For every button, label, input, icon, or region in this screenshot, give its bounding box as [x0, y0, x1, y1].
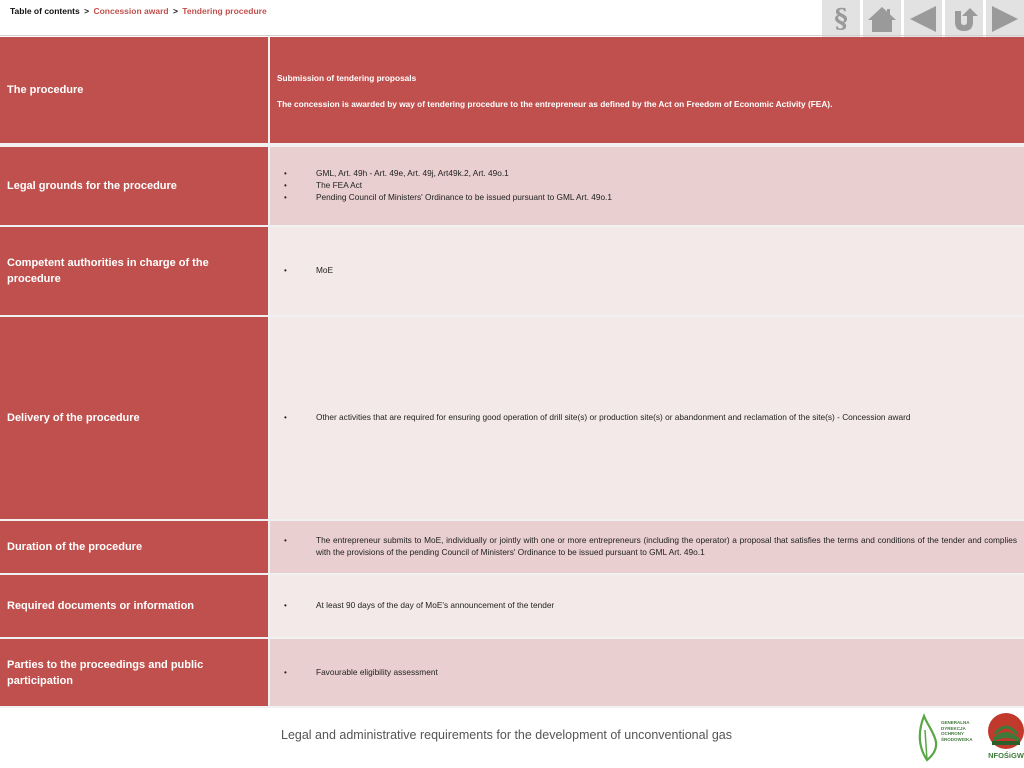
bullet-list [277, 265, 1017, 277]
back-button[interactable] [904, 0, 942, 37]
table-row-legal-grounds [0, 147, 1024, 227]
row-content [270, 521, 1024, 573]
footer-title: Legal and administrative requirements for the development of unconventional gas [281, 728, 732, 742]
table-row-parties [0, 639, 1024, 708]
row-content [270, 147, 1024, 225]
header [0, 0, 1024, 37]
list-item: • Favourable eligibility assessment [277, 667, 1017, 679]
breadcrumb-concession-award[interactable]: Concession award [93, 6, 169, 16]
row-content [270, 639, 1024, 706]
row-content [270, 227, 1024, 315]
list-item: • The entrepreneur submits to MoE, individually or jointly with one or more entrepreneurs (including the operator) a proposal that satisfies the terms and conditions of the tender and complies with the provisions of the pending Council of Ministers' Ordinance to be issued pursuant to GML Art. 49o.1 [277, 535, 1017, 559]
procedure-description [270, 37, 1024, 143]
paragraph-button[interactable] [822, 0, 860, 37]
row-label: Delivery of the procedure [0, 317, 270, 519]
gdos-logo [916, 712, 974, 764]
list-item: • Other activities that are required for ensuring good operation of drill site(s) or production site(s) or abandonment and reclamation of the site(s) - Concession award [277, 412, 1017, 424]
header-divider [0, 35, 1024, 36]
row-label: The procedure [0, 37, 270, 143]
table-row-procedure [0, 37, 1024, 147]
breadcrumb-root[interactable]: Table of contents [10, 6, 80, 16]
list-item: • GML, Art. 49h - Art. 49e, Art. 49j, Art49k.2, Art. 49o.1 [277, 168, 1017, 180]
table-row-duration [0, 521, 1024, 575]
bullet-list [277, 168, 1017, 203]
table-row-delivery [0, 317, 1024, 521]
bullet-list [277, 600, 1017, 612]
forward-button[interactable] [986, 0, 1024, 37]
nfosigw-lettering: NFOŚiGW [988, 751, 1024, 760]
row-label: Parties to the proceedings and public participation [0, 639, 270, 706]
forward-arrow-icon [990, 5, 1020, 33]
breadcrumb [10, 6, 267, 16]
return-icon [949, 5, 979, 33]
row-label: Legal grounds for the procedure [0, 147, 270, 225]
row-content [270, 575, 1024, 637]
list-item: • The FEA Act [277, 180, 1017, 192]
row-content [270, 317, 1024, 519]
home-button[interactable] [863, 0, 901, 37]
procedure-heading: Submission of tendering proposals [277, 73, 417, 83]
table-row-competent-authorities [0, 227, 1024, 317]
breadcrumb-separator: > [84, 6, 90, 16]
list-item: • Pending Council of Ministers' Ordinance to be issued pursuant to GML Art. 49o.1 [277, 192, 1017, 204]
footer-logos [916, 712, 1024, 764]
table-row-required-documents [0, 575, 1024, 639]
return-button[interactable] [945, 0, 983, 37]
leaf-icon [916, 712, 938, 762]
procedure-text: The concession is awarded by way of tendering procedure to the entrepreneur as defined by the Act on Freedom of Economic Activity (FEA). [277, 99, 833, 109]
row-label: Competent authorities in charge of the procedure [0, 227, 270, 315]
list-item: • MoE [277, 265, 1017, 277]
home-icon [867, 5, 897, 33]
back-arrow-icon [908, 5, 938, 33]
gdos-lettering: GENERALNA DYREKCJA OCHRONY ŚRODOWISKA [941, 720, 973, 742]
bullet-list [277, 412, 1017, 424]
paragraph-icon: § [834, 3, 848, 34]
bullet-list [277, 667, 1017, 679]
breadcrumb-separator: > [172, 6, 178, 16]
row-label: Required documents or information [0, 575, 270, 637]
nav-toolbar [822, 0, 1024, 37]
bullet-list [277, 535, 1017, 559]
procedure-table [0, 37, 1024, 708]
breadcrumb-tendering-procedure[interactable]: Tendering procedure [182, 6, 267, 16]
list-item: • At least 90 days of the day of MoE's announcement of the tender [277, 600, 1017, 612]
nfosigw-logo [984, 712, 1024, 762]
row-label: Duration of the procedure [0, 521, 270, 573]
nfosigw-emblem-icon [987, 712, 1024, 750]
